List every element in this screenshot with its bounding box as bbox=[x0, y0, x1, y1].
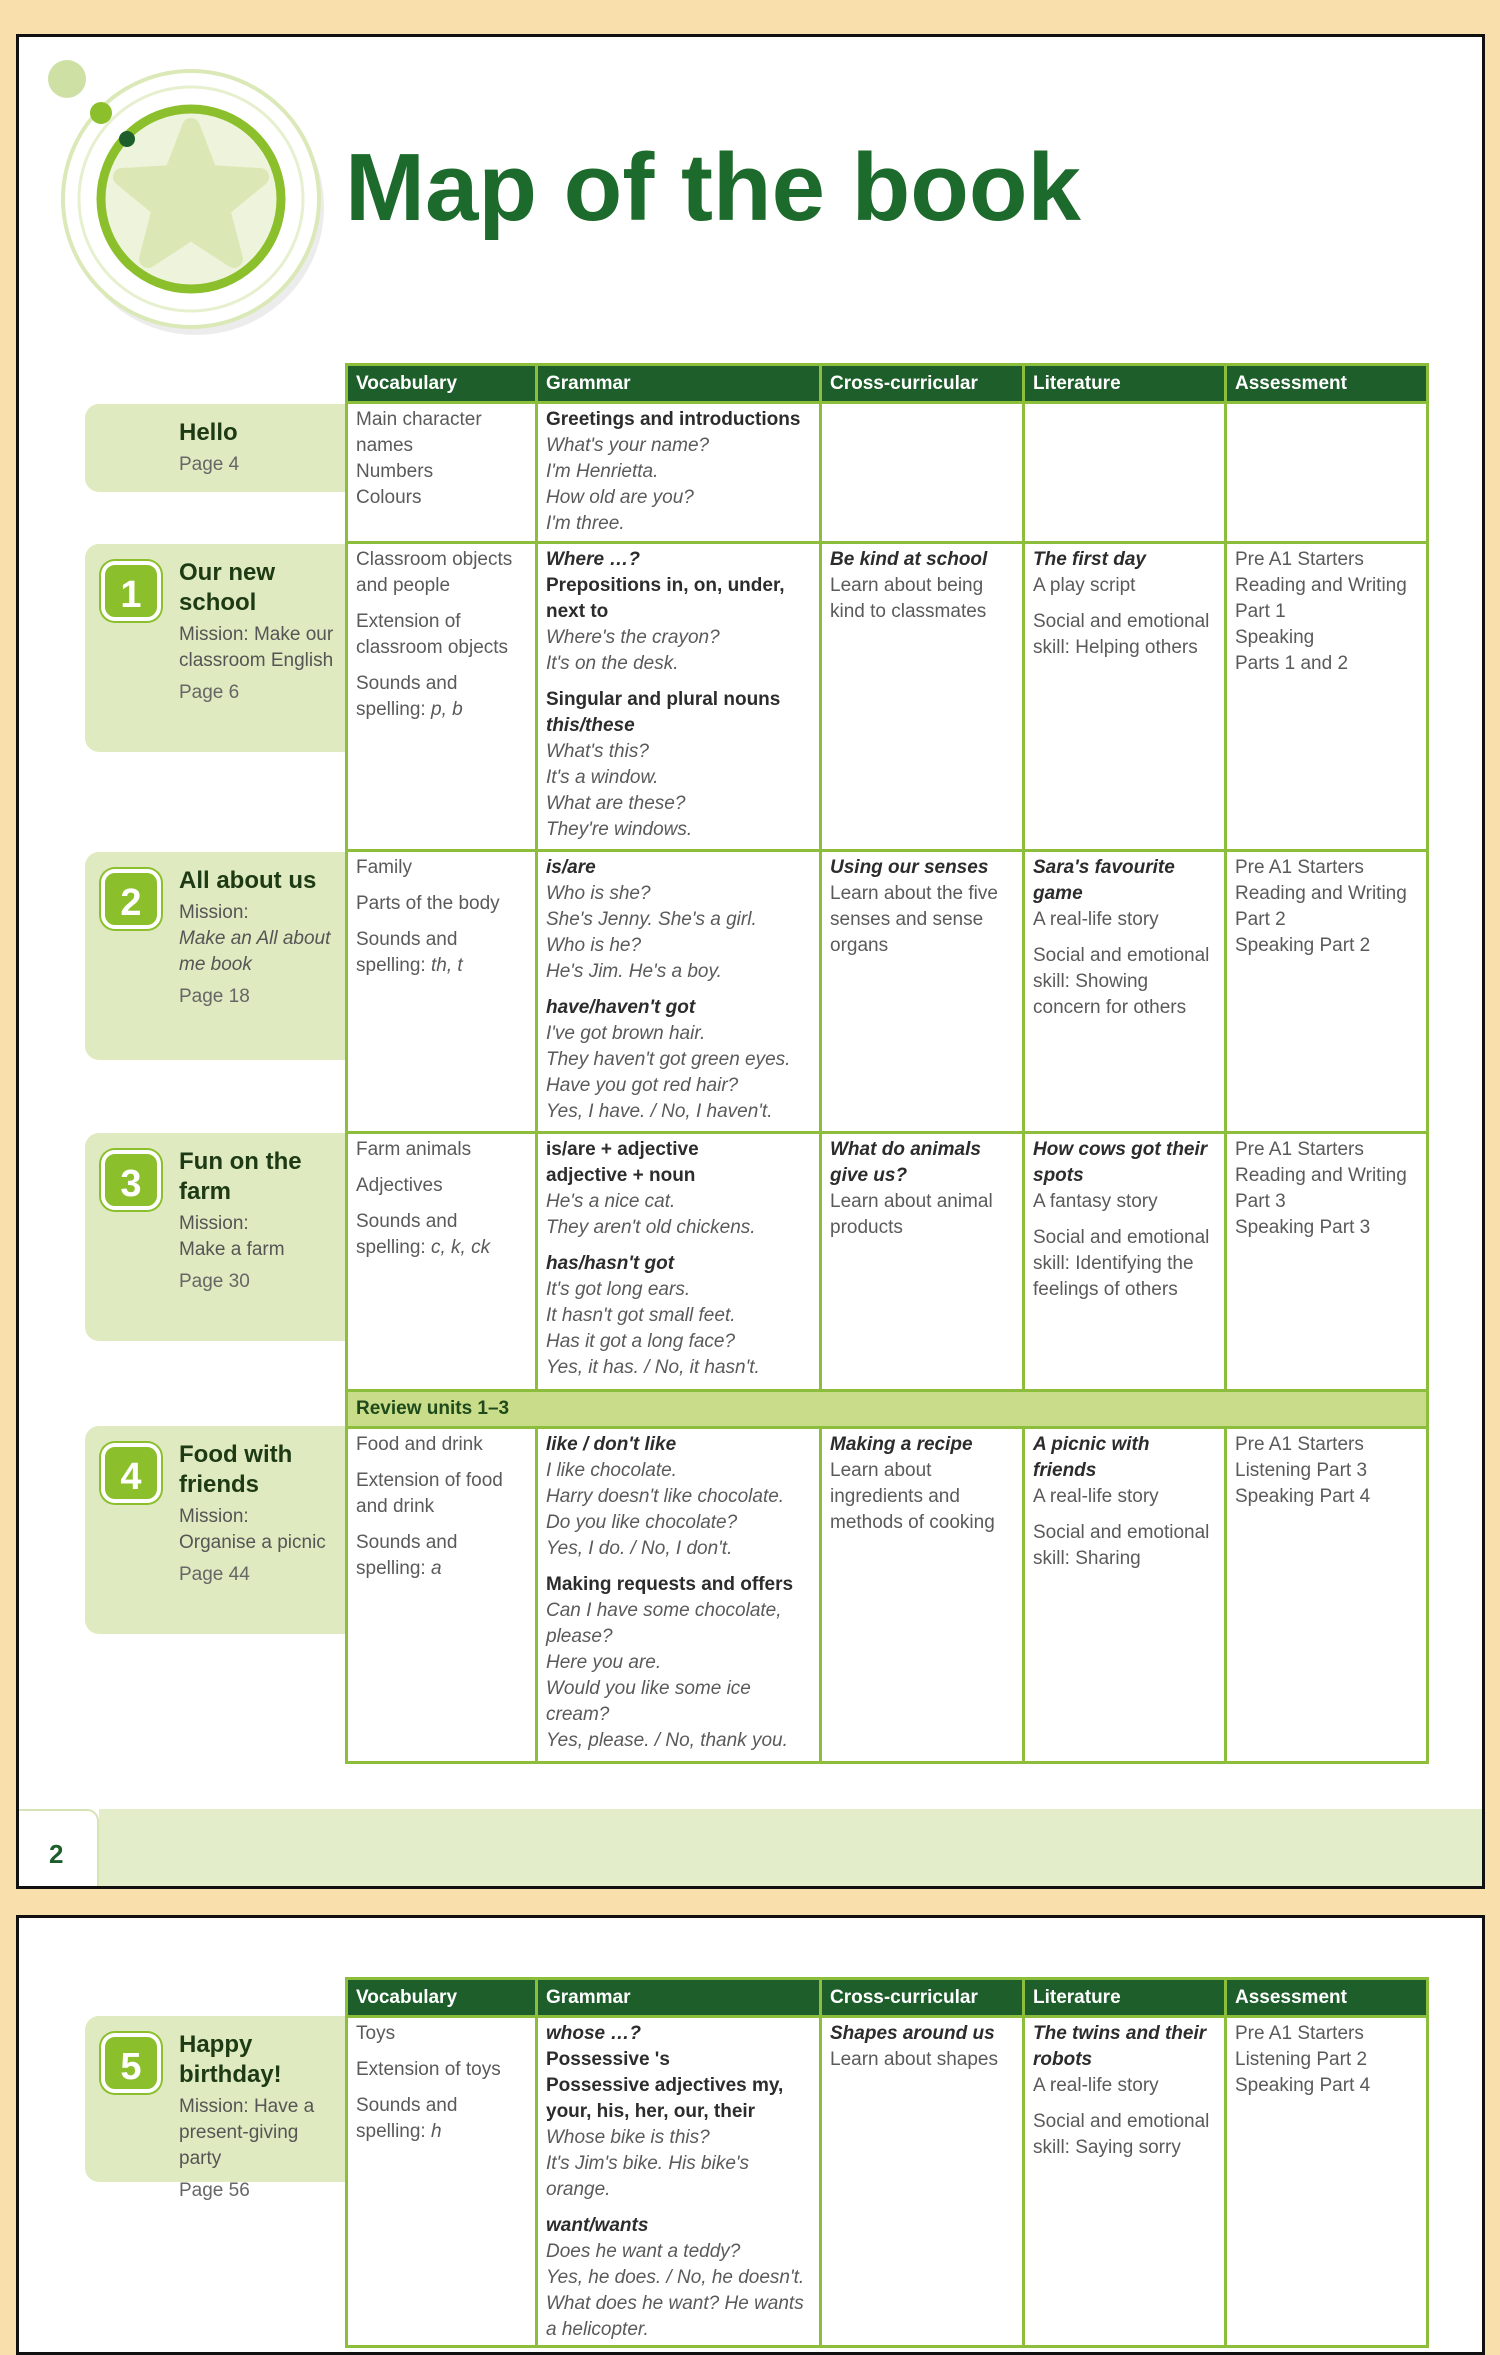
literature-type: A real-life story bbox=[1033, 909, 1159, 930]
literature-title: The twins and their robots bbox=[1033, 2023, 1207, 2070]
cross-curricular-cell bbox=[821, 851, 1024, 1133]
assessment-cell bbox=[1226, 851, 1428, 1133]
grammar-spacer bbox=[546, 985, 811, 995]
unit-mission-label: Mission: bbox=[179, 1506, 249, 1527]
sounds-value: h bbox=[431, 2121, 442, 2142]
vocabulary-cell bbox=[347, 403, 537, 543]
cross-curricular-cell bbox=[821, 1428, 1024, 1763]
vocab-item: Farm animals bbox=[356, 1139, 472, 1160]
unit-number-badge: 5 bbox=[101, 2033, 161, 2093]
assessment-item: Pre A1 Starters bbox=[1235, 2023, 1364, 2044]
literature-type: A real-life story bbox=[1033, 1486, 1159, 1507]
unit-tab-4 bbox=[85, 1426, 347, 1634]
cross-curricular-text: Learn about ingredients and methods of cooking bbox=[830, 1460, 995, 1533]
grammar-example: It hasn't got small feet. bbox=[546, 1305, 736, 1326]
literature-title: Sara's favourite game bbox=[1033, 857, 1175, 904]
grammar-spacer bbox=[546, 2203, 811, 2213]
grammar-spacer bbox=[546, 1241, 811, 1251]
cross-curricular-text: Learn about being kind to classmates bbox=[830, 575, 987, 622]
cross-curricular-cell bbox=[821, 403, 1024, 543]
review-label: Review units 1–3 bbox=[347, 1391, 1428, 1428]
grammar-title: is/are + adjective bbox=[546, 1139, 699, 1160]
unit-mission: Make a farm bbox=[179, 1239, 285, 1260]
vocab-item: Food and drink bbox=[356, 1434, 483, 1455]
sounds-value: c, k, ck bbox=[431, 1237, 491, 1258]
header-vocabulary: Vocabulary bbox=[347, 365, 537, 403]
literature-type: A fantasy story bbox=[1033, 1191, 1158, 1212]
unit-page: Page 30 bbox=[179, 1271, 250, 1292]
grammar-example: Yes, I have. / No, I haven't. bbox=[546, 1101, 773, 1122]
book-page-1 bbox=[16, 34, 1485, 1889]
vocabulary-cell bbox=[347, 1133, 537, 1391]
assessment-item: Reading and Writing bbox=[1235, 575, 1407, 596]
grammar-example: It's got long ears. bbox=[546, 1279, 691, 1300]
cross-curricular-cell bbox=[821, 543, 1024, 851]
unit-page: Page 56 bbox=[179, 2180, 250, 2201]
vocab-item: Toys bbox=[356, 2023, 396, 2044]
page-number: 2 bbox=[49, 1839, 64, 1869]
sounds-spelling bbox=[356, 1530, 527, 1582]
unit-name: Happy birthday! bbox=[179, 2031, 282, 2088]
grammar-cell bbox=[537, 1428, 821, 1763]
grammar-example: Does he want a teddy? bbox=[546, 2241, 741, 2262]
unit-mission: Make an All about me book bbox=[179, 928, 331, 975]
grammar-cell bbox=[537, 543, 821, 851]
grammar-cell bbox=[537, 2017, 821, 2347]
literature-cell bbox=[1024, 543, 1226, 851]
cross-curricular-cell bbox=[821, 2017, 1024, 2347]
grammar-example: What's this? bbox=[546, 741, 649, 762]
assessment-cell bbox=[1226, 1428, 1428, 1763]
literature-title: How cows got their spots bbox=[1033, 1139, 1208, 1186]
literature-cell bbox=[1024, 1133, 1226, 1391]
unit-number-badge: 2 bbox=[101, 869, 161, 929]
sounds-value: th, t bbox=[431, 955, 463, 976]
cross-curricular-title: Shapes around us bbox=[830, 2023, 995, 2044]
grammar-cell bbox=[537, 1133, 821, 1391]
grammar-example: I'm three. bbox=[546, 513, 625, 534]
grammar-example: How old are you? bbox=[546, 487, 694, 508]
book-page-2 bbox=[16, 1915, 1485, 2355]
grammar-example: I'm Henrietta. bbox=[546, 461, 659, 482]
grammar-example: Whose bike is this? bbox=[546, 2127, 710, 2148]
literature-skill: Social and emotional skill: Helping others bbox=[1033, 611, 1210, 658]
grammar-example: It's on the desk. bbox=[546, 653, 679, 674]
book-map-table-continued bbox=[345, 1977, 1429, 2348]
assessment-item: Speaking Part 4 bbox=[1235, 1486, 1371, 1507]
sounds-value: a bbox=[431, 1558, 442, 1579]
literature-cell bbox=[1024, 851, 1226, 1133]
unit-name: Hello bbox=[179, 419, 238, 446]
table-row-review bbox=[347, 1391, 1428, 1428]
header-grammar: Grammar bbox=[537, 365, 821, 403]
table-row-unit-5 bbox=[347, 2017, 1428, 2347]
unit-name: Fun on the farm bbox=[179, 1148, 302, 1205]
table-row-unit-2 bbox=[347, 851, 1428, 1133]
grammar-title: Where …? bbox=[546, 549, 640, 570]
cross-curricular-cell bbox=[821, 1133, 1024, 1391]
grammar-example: Yes, I do. / No, I don't. bbox=[546, 1538, 733, 1559]
unit-page: Page 44 bbox=[179, 1564, 250, 1585]
unit-tab-1 bbox=[85, 544, 347, 752]
assessment-item: Reading and Writing bbox=[1235, 1165, 1407, 1186]
unit-page: Page 4 bbox=[179, 454, 240, 475]
grammar-title: Prepositions in, on, under, next to bbox=[546, 575, 785, 622]
unit-mission: Mission: Make our classroom English bbox=[179, 624, 334, 671]
grammar-title: adjective + noun bbox=[546, 1165, 696, 1186]
grammar-example: Would you like some ice cream? bbox=[546, 1678, 751, 1725]
grammar-example: Where's the crayon? bbox=[546, 627, 720, 648]
unit-tab-hello bbox=[85, 404, 347, 492]
cross-curricular-text: Learn about animal products bbox=[830, 1191, 993, 1238]
grammar-example: It's a window. bbox=[546, 767, 659, 788]
sounds-value: p, b bbox=[431, 699, 463, 720]
assessment-item: Speaking Part 3 bbox=[1235, 1217, 1371, 1238]
literature-cell bbox=[1024, 1428, 1226, 1763]
unit-number-badge: 3 bbox=[101, 1150, 161, 1210]
literature-type: A play script bbox=[1033, 575, 1136, 596]
unit-name: All about us bbox=[179, 867, 317, 894]
grammar-spacer bbox=[546, 677, 811, 687]
assessment-cell bbox=[1226, 2017, 1428, 2347]
literature-skill: Social and emotional skill: Sharing bbox=[1033, 1522, 1210, 1569]
grammar-example: Has it got a long face? bbox=[546, 1331, 736, 1352]
grammar-title: want/wants bbox=[546, 2215, 649, 2236]
assessment-item: Listening Part 2 bbox=[1235, 2049, 1368, 2070]
book-map-table bbox=[345, 363, 1429, 1764]
grammar-title: is/are bbox=[546, 857, 596, 878]
grammar-example: Have you got red hair? bbox=[546, 1075, 739, 1096]
unit-page: Page 6 bbox=[179, 682, 240, 703]
table-row-unit-3 bbox=[347, 1133, 1428, 1391]
grammar-example: Can I have some chocolate, please? bbox=[546, 1600, 782, 1647]
cross-curricular-title: Using our senses bbox=[830, 857, 989, 878]
grammar-example: Yes, it has. / No, it hasn't. bbox=[546, 1357, 760, 1378]
unit-tab-2 bbox=[85, 852, 347, 1060]
assessment-item: Speaking Part 4 bbox=[1235, 2075, 1371, 2096]
unit-mission-label: Mission: bbox=[179, 902, 249, 923]
assessment-item: Speaking Part 2 bbox=[1235, 935, 1371, 956]
vocab-item: Adjectives bbox=[356, 1175, 443, 1196]
table-row-unit-1 bbox=[347, 543, 1428, 851]
literature-type: A real-life story bbox=[1033, 2075, 1159, 2096]
header-vocabulary: Vocabulary bbox=[347, 1979, 537, 2017]
unit-tab-5 bbox=[85, 2016, 347, 2201]
grammar-example: Here you are. bbox=[546, 1652, 662, 1673]
assessment-cell bbox=[1226, 543, 1428, 851]
assessment-item: Parts 1 and 2 bbox=[1235, 653, 1349, 674]
assessment-item: Listening Part 3 bbox=[1235, 1460, 1368, 1481]
grammar-title: Possessive adjectives my, your, his, her, our, their bbox=[546, 2075, 784, 2122]
grammar-title: this/these bbox=[546, 715, 635, 736]
star-logo-icon bbox=[41, 49, 341, 349]
table-row-unit-4 bbox=[347, 1428, 1428, 1763]
unit-name: Food with friends bbox=[179, 1441, 293, 1498]
literature-cell bbox=[1024, 2017, 1226, 2347]
vocab-item: Classroom objects and people bbox=[356, 549, 513, 596]
grammar-example: Yes, please. / No, thank you. bbox=[546, 1730, 788, 1751]
vocab-item: Extension of classroom objects bbox=[356, 611, 509, 658]
vocab-item: Extension of toys bbox=[356, 2059, 501, 2080]
grammar-spacer bbox=[546, 1562, 811, 1572]
page-title: Map of the book bbox=[345, 134, 1081, 241]
sounds-label: Sounds and spelling: bbox=[356, 1211, 458, 1258]
grammar-example: What does he want? He wants a helicopter. bbox=[546, 2293, 804, 2340]
literature-title: A picnic with friends bbox=[1033, 1434, 1150, 1481]
assessment-item: Reading and Writing bbox=[1235, 883, 1407, 904]
vocabulary-cell bbox=[347, 851, 537, 1133]
sounds-spelling bbox=[356, 671, 527, 723]
literature-skill: Social and emotional skill: Showing concern for others bbox=[1033, 945, 1210, 1018]
assessment-item: Part 2 bbox=[1235, 909, 1286, 930]
vocab-item: Colours bbox=[356, 487, 422, 508]
header-assessment: Assessment bbox=[1226, 365, 1428, 403]
unit-tab-3 bbox=[85, 1133, 347, 1341]
grammar-example: Harry doesn't like chocolate. bbox=[546, 1486, 785, 1507]
assessment-cell bbox=[1226, 1133, 1428, 1391]
grammar-example: Who is she? bbox=[546, 883, 651, 904]
sounds-label: Sounds and spelling: bbox=[356, 673, 458, 720]
assessment-item: Pre A1 Starters bbox=[1235, 857, 1364, 878]
header-cross-curricular: Cross-curricular bbox=[821, 365, 1024, 403]
cross-curricular-text: Learn about the five senses and sense organs bbox=[830, 883, 998, 956]
header-literature: Literature bbox=[1024, 1979, 1226, 2017]
sounds-label: Sounds and spelling: bbox=[356, 929, 458, 976]
footer-bar bbox=[99, 1809, 1482, 1889]
vocab-item: Parts of the body bbox=[356, 893, 500, 914]
sounds-label: Sounds and spelling: bbox=[356, 2095, 458, 2142]
grammar-title: like / don't like bbox=[546, 1434, 677, 1455]
grammar-example: They're windows. bbox=[546, 819, 693, 840]
grammar-example: They aren't old chickens. bbox=[546, 1217, 756, 1238]
grammar-example: Who is he? bbox=[546, 935, 642, 956]
vocab-item: Family bbox=[356, 857, 412, 878]
table-header-row bbox=[347, 1979, 1428, 2017]
unit-mission-label: Mission: bbox=[179, 1213, 249, 1234]
sounds-spelling bbox=[356, 2093, 527, 2145]
table-header-row bbox=[347, 365, 1428, 403]
grammar-title: Greetings and introductions bbox=[546, 409, 801, 430]
unit-mission: Mission: Have a present-giving party bbox=[179, 2096, 315, 2169]
unit-page: Page 18 bbox=[179, 986, 250, 1007]
grammar-example: I like chocolate. bbox=[546, 1460, 677, 1481]
vocabulary-cell bbox=[347, 2017, 537, 2347]
assessment-item: Pre A1 Starters bbox=[1235, 1434, 1364, 1455]
grammar-title: Making requests and offers bbox=[546, 1574, 794, 1595]
unit-number-badge: 1 bbox=[101, 561, 161, 621]
page-number-tab bbox=[19, 1809, 99, 1889]
assessment-item: Part 3 bbox=[1235, 1191, 1286, 1212]
grammar-example: He's a nice cat. bbox=[546, 1191, 676, 1212]
cross-curricular-title: Making a recipe bbox=[830, 1434, 973, 1455]
grammar-example: Yes, he does. / No, he doesn't. bbox=[546, 2267, 805, 2288]
vocab-item: Main character names bbox=[356, 409, 482, 456]
grammar-example: It's Jim's bike. His bike's orange. bbox=[546, 2153, 750, 2200]
cross-curricular-text: Learn about shapes bbox=[830, 2049, 998, 2070]
vocabulary-cell bbox=[347, 543, 537, 851]
header-assessment: Assessment bbox=[1226, 1979, 1428, 2017]
literature-cell bbox=[1024, 403, 1226, 543]
unit-mission: Organise a picnic bbox=[179, 1532, 326, 1553]
sounds-label: Sounds and spelling: bbox=[356, 1532, 458, 1579]
grammar-cell bbox=[537, 851, 821, 1133]
assessment-cell bbox=[1226, 403, 1428, 543]
vocab-item: Numbers bbox=[356, 461, 434, 482]
grammar-example: They haven't got green eyes. bbox=[546, 1049, 791, 1070]
grammar-example: He's Jim. He's a boy. bbox=[546, 961, 722, 982]
table-row-hello bbox=[347, 403, 1428, 543]
literature-title: The first day bbox=[1033, 549, 1146, 570]
grammar-example: What's your name? bbox=[546, 435, 710, 456]
grammar-example: She's Jenny. She's a girl. bbox=[546, 909, 757, 930]
grammar-title: have/haven't got bbox=[546, 997, 696, 1018]
assessment-item: Pre A1 Starters bbox=[1235, 549, 1364, 570]
grammar-title: Singular and plural nouns bbox=[546, 689, 781, 710]
grammar-cell bbox=[537, 403, 821, 543]
literature-skill: Social and emotional skill: Saying sorry bbox=[1033, 2111, 1210, 2158]
vocabulary-cell bbox=[347, 1428, 537, 1763]
grammar-title: has/hasn't got bbox=[546, 1253, 675, 1274]
sounds-spelling bbox=[356, 1209, 527, 1261]
assessment-item: Speaking bbox=[1235, 627, 1315, 648]
assessment-item: Pre A1 Starters bbox=[1235, 1139, 1364, 1160]
grammar-example: What are these? bbox=[546, 793, 686, 814]
unit-name: Our new school bbox=[179, 559, 276, 616]
cross-curricular-title: What do animals give us? bbox=[830, 1139, 981, 1186]
assessment-item: Part 1 bbox=[1235, 601, 1286, 622]
grammar-title: Possessive 's bbox=[546, 2049, 670, 2070]
cross-curricular-title: Be kind at school bbox=[830, 549, 988, 570]
grammar-example: I've got brown hair. bbox=[546, 1023, 706, 1044]
header-literature: Literature bbox=[1024, 365, 1226, 403]
literature-skill: Social and emotional skill: Identifying the feelings of others bbox=[1033, 1227, 1210, 1300]
vocab-item: Extension of food and drink bbox=[356, 1470, 503, 1517]
header-grammar: Grammar bbox=[537, 1979, 821, 2017]
sounds-spelling bbox=[356, 927, 527, 979]
unit-number-badge: 4 bbox=[101, 1443, 161, 1503]
grammar-title: whose …? bbox=[546, 2023, 642, 2044]
header-cross-curricular: Cross-curricular bbox=[821, 1979, 1024, 2017]
grammar-example: Do you like chocolate? bbox=[546, 1512, 738, 1533]
